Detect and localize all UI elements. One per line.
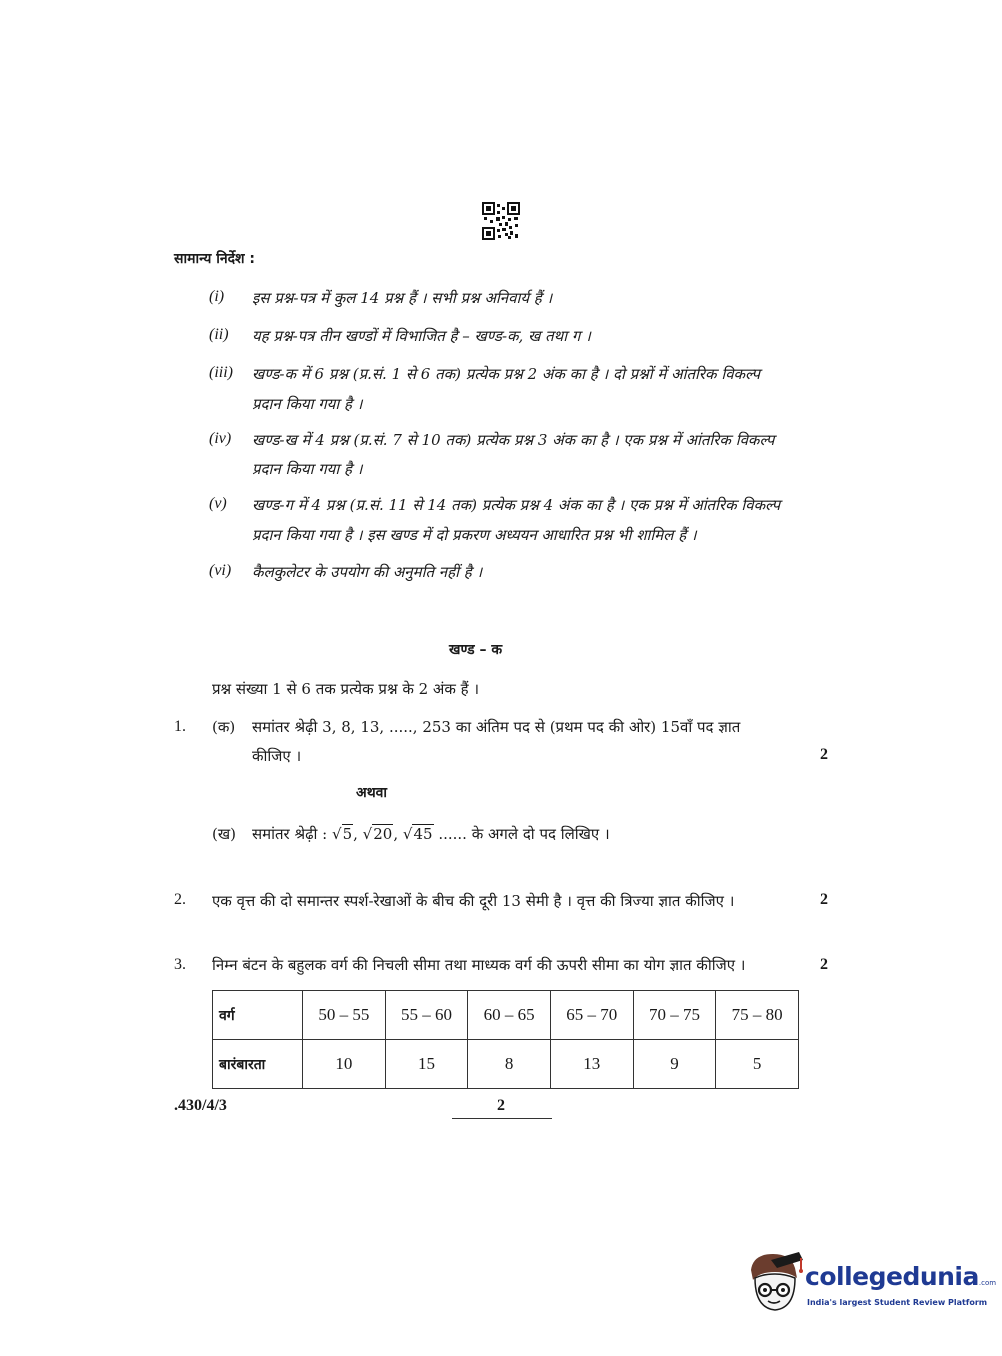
instruction-text: प्रदान किया गया है । इस खण्ड में दो प्रकरण अध्ययन आधारित प्रश्न भी शामिल हैं ।	[252, 526, 697, 544]
instruction-number: (iv)	[209, 430, 232, 447]
sqrt-term: √45	[402, 825, 433, 843]
table-cell: 9	[633, 1040, 716, 1089]
question-text: समांतर श्रेढ़ी 3, 8, 13, ....., 253 का अंतिम पद से (प्रथम पद की ओर) 15वाँ पद ज्ञात	[252, 718, 741, 736]
instruction-text: खण्ड-ख में 4 प्रश्न (प्र.सं. 7 से 10 तक) प्रत्येक प्रश्न 3 अंक का है । एक प्रश्न में आंतरिक विकल्प	[252, 431, 775, 449]
instruction-text: कैलकुलेटर के उपयोग की अनुमति नहीं है ।	[252, 563, 483, 581]
logo-suffix: .com	[978, 1279, 997, 1287]
section-title: खण्ड – क	[449, 642, 503, 658]
table-cell: 8	[468, 1040, 551, 1089]
question-text: कीजिए ।	[252, 747, 302, 765]
option-label: (ख)	[212, 825, 236, 843]
instructions-heading: सामान्य निर्देश :	[174, 251, 256, 267]
radicand: 45	[413, 825, 433, 843]
or-label: अथवा	[356, 785, 388, 801]
table-cell: 10	[303, 1040, 386, 1089]
table-cell: 70 – 75	[633, 991, 716, 1040]
logo-tagline: India's largest Student Review Platform	[807, 1298, 988, 1307]
radicand: 20	[373, 825, 393, 843]
option-label: (क)	[212, 718, 236, 736]
paper-code: .430/4/3	[174, 1097, 227, 1114]
table-cell: 75 – 80	[716, 991, 799, 1040]
table-cell: 5	[716, 1040, 799, 1089]
instruction-number: (ii)	[209, 326, 229, 343]
question-text: निम्न बंटन के बहुलक वर्ग की निचली सीमा तथा माध्यक वर्ग की ऊपरी सीमा का योग ज्ञात कीजिए ।	[212, 956, 746, 974]
question-number: 2.	[174, 891, 186, 908]
table-cell: 13	[550, 1040, 633, 1089]
mascot-icon	[745, 1250, 803, 1314]
table-cell: 50 – 55	[303, 991, 386, 1040]
question-text: समांतर श्रेढ़ी : √5, √20, √45 ...... के अगले दो पद लिखिए ।	[252, 825, 610, 843]
instruction-number: (v)	[209, 495, 227, 512]
radicand: 5	[342, 825, 353, 843]
instruction-number: (i)	[209, 288, 225, 305]
page-number: 2	[497, 1097, 505, 1114]
table-row	[213, 991, 799, 1040]
marks: 2	[820, 956, 828, 973]
question-number: 3.	[174, 956, 186, 973]
distribution-table	[212, 990, 799, 1089]
marks: 2	[820, 746, 828, 763]
question-text-prefix: समांतर श्रेढ़ी :	[252, 825, 328, 843]
table-row	[213, 1040, 799, 1089]
instruction-text: इस प्रश्न-पत्र में कुल 14 प्रश्न हैं । सभी प्रश्न अनिवार्य हैं ।	[252, 289, 553, 307]
table-row-header: बारंबारता	[213, 1040, 303, 1089]
section-note: प्रश्न संख्या 1 से 6 तक प्रत्येक प्रश्न के 2 अंक हैं ।	[212, 680, 480, 698]
question-text-suffix: ...... के अगले दो पद लिखिए ।	[438, 825, 610, 843]
instruction-text: खण्ड-ग में 4 प्रश्न (प्र.सं. 11 से 14 तक) प्रत्येक प्रश्न 4 अंक का है । एक प्रश्न में आंतरिक विकल्प	[252, 496, 781, 514]
instruction-number: (vi)	[209, 562, 232, 579]
logo-name: collegedunia	[805, 1262, 979, 1291]
question-number: 1.	[174, 718, 186, 735]
instruction-text: प्रदान किया गया है ।	[252, 460, 363, 478]
table-cell: 15	[385, 1040, 468, 1089]
table-cell: 60 – 65	[468, 991, 551, 1040]
question-text: एक वृत्त की दो समान्तर स्पर्श-रेखाओं के बीच की दूरी 13 सेमी है । वृत्त की त्रिज्या ज्ञात कीजिए ।	[212, 892, 735, 910]
sqrt-term: √20	[362, 825, 393, 843]
table-cell: 55 – 60	[385, 991, 468, 1040]
table-row-header: वर्ग	[213, 991, 303, 1040]
instruction-text: प्रदान किया गया है ।	[252, 395, 363, 413]
table-cell: 65 – 70	[550, 991, 633, 1040]
sqrt-term: √5	[332, 825, 353, 843]
qr-code-icon	[482, 202, 520, 240]
marks: 2	[820, 891, 828, 908]
instruction-text: यह प्रश्न-पत्र तीन खण्डों में विभाजित है – खण्ड-क, ख तथा ग ।	[252, 327, 591, 345]
instruction-text: खण्ड-क में 6 प्रश्न (प्र.सं. 1 से 6 तक) प्रत्येक प्रश्न 2 अंक का है । दो प्रश्नों में आंतरिक विकल्प	[252, 365, 761, 383]
footer-divider	[452, 1118, 552, 1119]
collegedunia-logo	[745, 1250, 997, 1320]
instruction-number: (iii)	[209, 364, 233, 381]
